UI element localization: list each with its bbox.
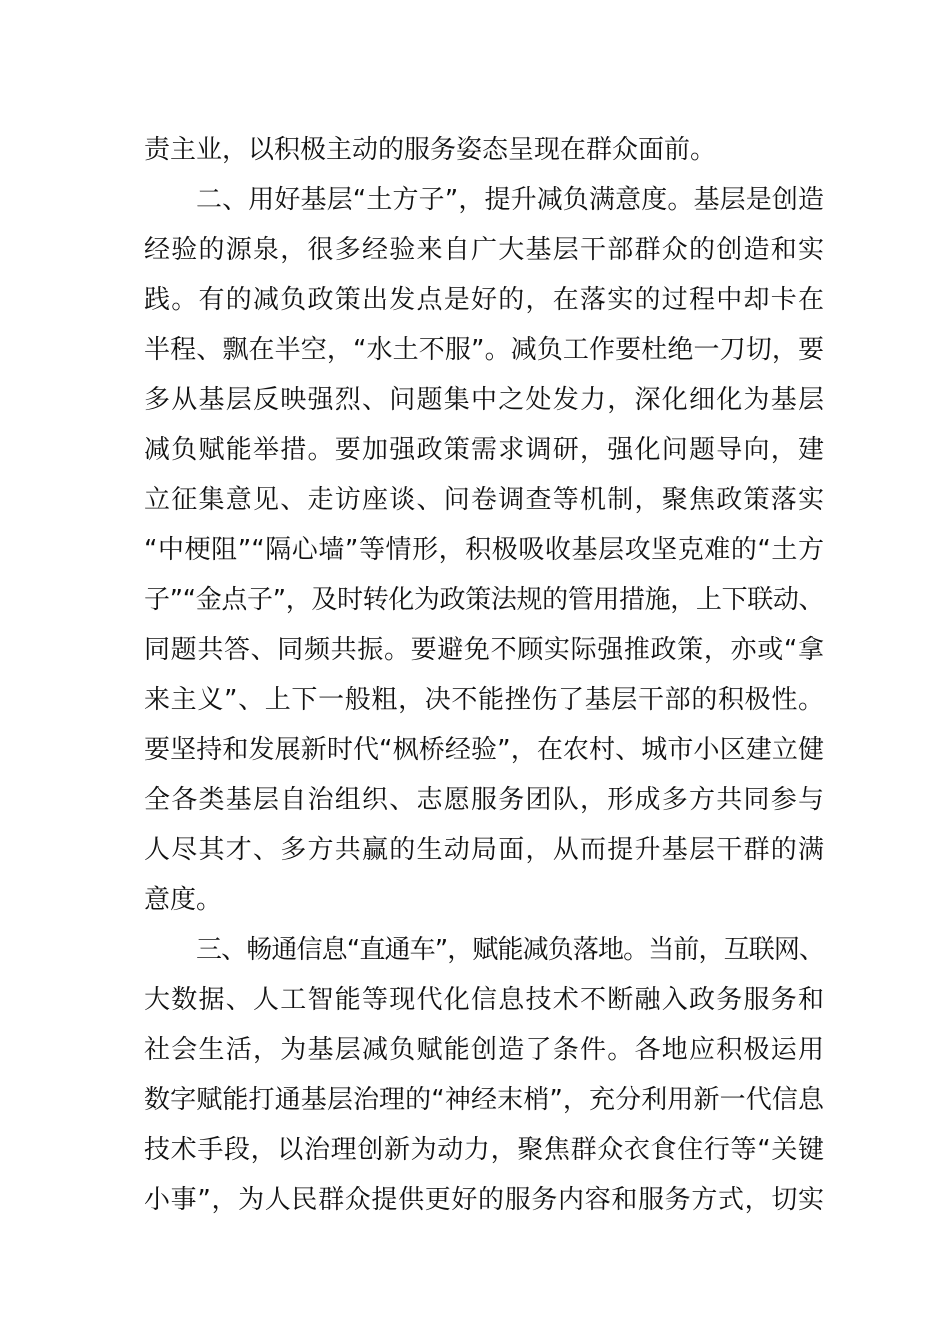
paragraph-line: 三、畅通信息“直通车”，赋能减负落地。当前，互联网、 xyxy=(196,935,824,965)
paragraph-line: 数字赋能打通基层治理的“神经末梢”，充分利用新一代信息 xyxy=(144,1085,824,1115)
paragraph-line: 立征集意见、走访座谈、问卷调查等机制，聚焦政策落实 xyxy=(144,485,824,515)
paragraph-line: 二、用好基层“土方子”，提升减负满意度。基层是创造 xyxy=(196,185,824,215)
paragraph-line: 同题共答、同频共振。要避免不顾实际强推政策，亦或“拿 xyxy=(144,635,824,665)
document-body xyxy=(144,125,824,1225)
paragraph-line: 践。有的减负政策出发点是好的，在落实的过程中却卡在 xyxy=(144,285,824,315)
paragraph-line: 意度。 xyxy=(144,885,223,915)
paragraph-line: 半程、飘在半空，“水土不服”。减负工作要杜绝一刀切，要 xyxy=(144,335,824,365)
paragraph-line: 多从基层反映强烈、问题集中之处发力，深化细化为基层 xyxy=(144,385,824,415)
paragraph-line: 责主业，以积极主动的服务姿态呈现在群众面前。 xyxy=(144,135,717,165)
paragraph-line: 大数据、人工智能等现代化信息技术不断融入政务服务和 xyxy=(144,985,824,1015)
paragraph-line: 来主义”、上下一般粗，决不能挫伤了基层干部的积极性。 xyxy=(144,685,824,715)
paragraph-line: 要坚持和发展新时代“枫桥经验”，在农村、城市小区建立健 xyxy=(144,735,824,765)
paragraph-line: 人尽其才、多方共赢的生动局面，从而提升基层干群的满 xyxy=(144,835,824,865)
paragraph-line: 技术手段，以治理创新为动力，聚焦群众衣食住行等“关键 xyxy=(144,1135,824,1165)
paragraph-line: 小事”，为人民群众提供更好的服务内容和服务方式，切实 xyxy=(144,1185,824,1215)
paragraph-line: 社会生活，为基层减负赋能创造了条件。各地应积极运用 xyxy=(144,1035,824,1065)
paragraph-line: 子”“金点子”，及时转化为政策法规的管用措施，上下联动、 xyxy=(144,585,824,615)
paragraph-line: “中梗阻”“隔心墙”等情形，积极吸收基层攻坚克难的“土方 xyxy=(144,535,824,565)
paragraph-line: 减负赋能举措。要加强政策需求调研，强化问题导向，建 xyxy=(144,435,824,465)
paragraph-line: 经验的源泉，很多经验来自广大基层干部群众的创造和实 xyxy=(144,235,824,265)
paragraph-line: 全各类基层自治组织、志愿服务团队，形成多方共同参与 xyxy=(144,785,824,815)
